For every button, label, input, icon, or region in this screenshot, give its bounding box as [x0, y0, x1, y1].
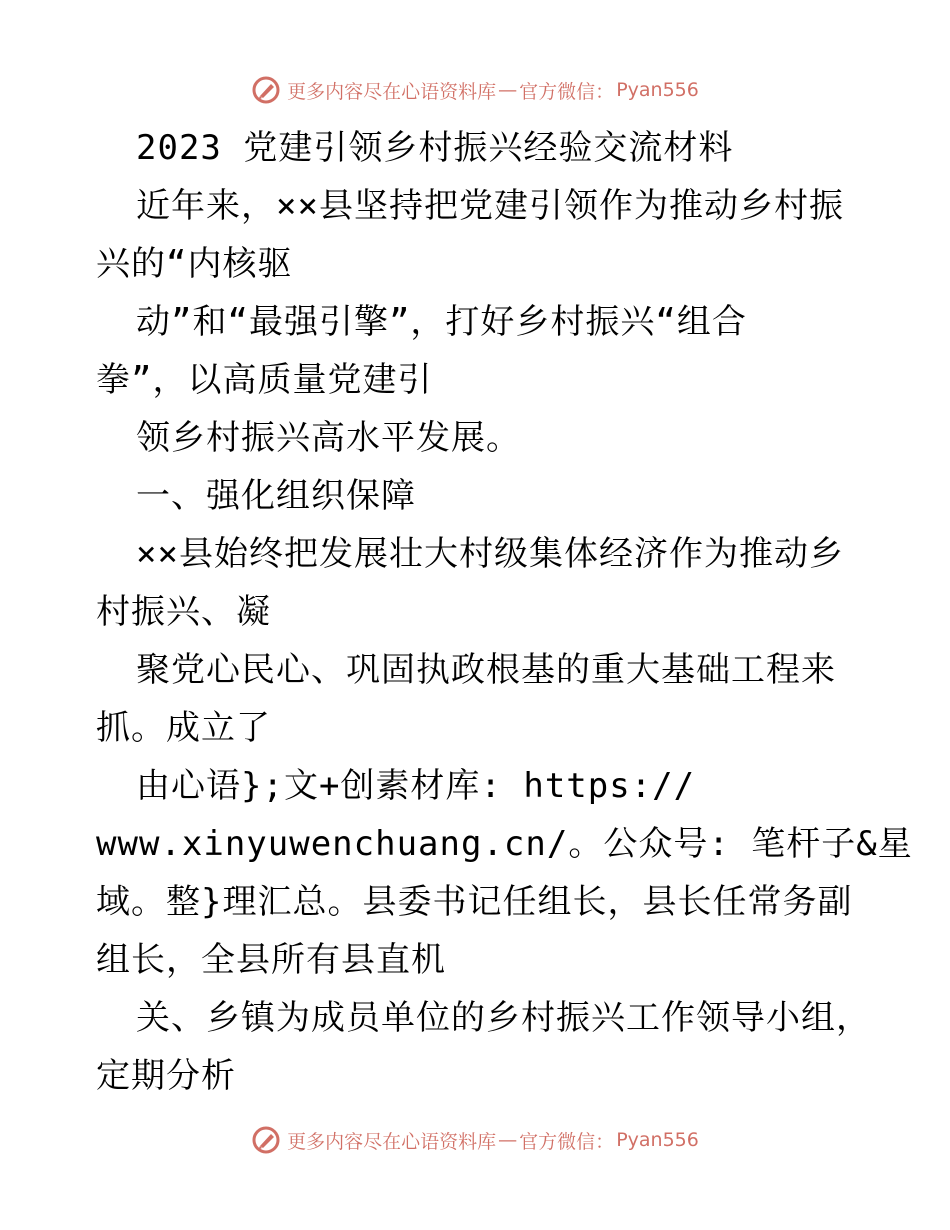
body-line: 拳”，以高质量党建引	[96, 360, 433, 400]
pen-logo-icon	[251, 1125, 281, 1155]
body-line: 关、乡镇为成员单位的乡村振兴工作领导小组，	[136, 998, 871, 1038]
body-line: 由心语};文+创素材库: https://	[136, 766, 696, 806]
watermark-separator: —	[498, 79, 518, 101]
body-line: 组长，全县所有县直机	[96, 940, 446, 980]
body-line: 定期分析	[96, 1056, 236, 1096]
watermark-separator: —	[498, 1129, 518, 1151]
watermark-label: 官方微信：	[519, 1130, 615, 1153]
body-line: 动”和“最强引擎”，打好乡村振兴“组合	[136, 302, 747, 342]
body-line: 村振兴、凝	[96, 592, 271, 632]
body-line: ××县始终把发展壮大村级集体经济作为推动乡	[136, 534, 844, 574]
body-line: 抓。成立了	[96, 708, 271, 748]
watermark-wechat-id: Pyan556	[616, 1129, 699, 1151]
body-line: www.xinyuwenchuang.cn/。公众号: 笔杆子&星	[96, 824, 913, 864]
watermark-wechat-id: Pyan556	[616, 79, 699, 101]
watermark-footer	[0, 1120, 950, 1160]
watermark-text: 更多内容尽在心语资料库	[287, 80, 497, 103]
body-line: 近年来，××县坚持把党建引领作为推动乡村振	[136, 186, 844, 226]
watermark-header	[0, 70, 950, 110]
body-line: 领乡村振兴高水平发展。	[136, 418, 521, 458]
body-line: 聚党心民心、巩固执政根基的重大基础工程来	[136, 650, 836, 690]
body-line: 域。整}理汇总。县委书记任组长，县长任常务副	[96, 882, 853, 922]
body-line: 兴的“内核驱	[96, 244, 293, 284]
pen-logo-icon	[251, 75, 281, 105]
document-title: 2023 党建引领乡村振兴经验交流材料	[136, 128, 734, 168]
watermark-label: 官方微信：	[519, 80, 615, 103]
section-heading: 一、强化组织保障	[136, 476, 416, 516]
watermark-text: 更多内容尽在心语资料库	[287, 1130, 497, 1153]
